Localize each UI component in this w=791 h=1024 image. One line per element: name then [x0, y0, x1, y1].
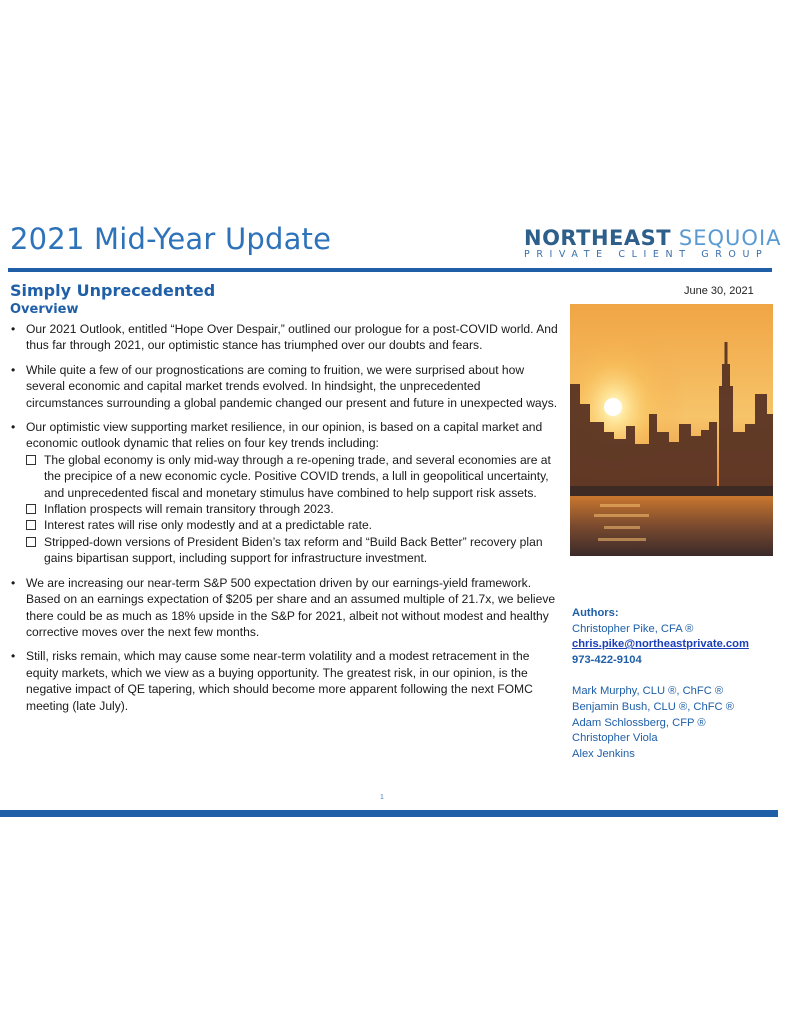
lead-author: Christopher Pike, CFA ®: [572, 622, 694, 635]
team-member: Benjamin Bush, CLU ®, ChFC ®: [572, 700, 734, 713]
author-phone: 973-422-9104: [572, 653, 642, 666]
bullet-item: [8, 575, 560, 641]
bullet-text: Still, risks remain, which may cause some near-term volatility and a modest retracement in the equity markets, which we view as a buying opportunity. The greatest risk, in our opinion, is the negative impact of QE tapering, which should become more apparent following the next FOMC meeting (late July).: [26, 649, 533, 713]
trend-list: [26, 452, 560, 567]
checkbox-icon: [26, 537, 36, 547]
bullet-dot-icon: •: [11, 420, 16, 435]
page-number: 1: [380, 794, 384, 801]
author-email-link[interactable]: chris.pike@northeastprivate.com: [572, 638, 749, 651]
authors-heading: Authors:: [572, 607, 619, 619]
bullet-text: We are increasing our near-term S&P 500 expectation driven by our earnings-yield framework. Based on an earnings expectation of $205 per share and an assumed multiple of 21.7x, we believe there could be as much as 18% upside in the S&P for 2021, albeit not without modest and healthy corrective moves over the next few months.: [26, 575, 556, 639]
bullet-dot-icon: •: [11, 649, 16, 664]
bullet-dot-icon: •: [11, 322, 16, 336]
bullet-text: Our optimistic view supporting market resilience, in our opinion, is based on a capital market and economic outlook dynamic that relies on four key trends including:: [26, 420, 543, 451]
logo-wordmark: [524, 226, 782, 250]
bullet-item: [8, 419, 560, 567]
bullet-item: [8, 362, 560, 411]
bullet-item: [8, 321, 560, 354]
trend-text: Interest rates will rise only modestly and at a predictable rate.: [44, 518, 373, 533]
team-member: Alex Jenkins: [572, 747, 635, 760]
trend-text: Inflation prospects will remain transitory through 2023.: [44, 502, 334, 517]
trend-text: Stripped-down versions of President Biden’s tax reform and “Build Back Better” recovery plan gains bipartisan support, including support for infrastructure investment.: [44, 534, 543, 566]
checkbox-icon: [26, 520, 36, 530]
bullet-item: [8, 648, 560, 714]
bullet-dot-icon: •: [11, 362, 16, 377]
bullet-dot-icon: •: [11, 575, 16, 590]
trend-item: [20, 534, 560, 567]
bullet-text: Our 2021 Outlook, entitled “Hope Over Despair,” outlined our prologue for a post-COVID world. And thus far through 2021, our optimistic stance has triumphed over our doubts and fears.: [26, 322, 558, 353]
checkbox-icon: [26, 504, 36, 514]
section-heading: Overview: [10, 302, 79, 317]
team-member: Adam Schlossberg, CFP ®: [572, 716, 706, 729]
checkbox-icon: [26, 455, 36, 465]
team-member: Christopher Viola: [572, 732, 658, 745]
bullet-text: While quite a few of our prognostications are coming to fruition, we were surprised about how several economic and capital market trends evolved. In hindsight, the unprecedented circumstances surrounding a global pandemic changed our present and future in unexpected ways.: [26, 362, 558, 410]
team-list: [572, 684, 787, 762]
document-title: 2021 Mid-Year Update: [10, 222, 332, 256]
authors-block: [572, 606, 787, 762]
header-divider: [8, 268, 772, 272]
trend-item: [20, 517, 560, 533]
footer-divider: [0, 810, 778, 817]
logo-tagline: PRIVATE CLIENT GROUP: [524, 249, 769, 260]
city-skyline-sunset-image: [570, 304, 773, 556]
logo-bold-text: NORTHEAST: [524, 226, 672, 250]
trend-text: The global economy is only mid-way through a re-opening trade, and several economies are at the precipice of a new economic cycle. Positive COVID trends, a lull in geopolitical uncertainty, and unprecedented fiscal and monetary stimulus have combined to help support risk assets.: [44, 452, 551, 500]
overview-bullet-list: [8, 321, 560, 722]
logo-thin-text: SEQUOIA: [678, 226, 782, 250]
trend-item: [20, 501, 560, 517]
company-logo: [524, 226, 782, 260]
report-subtitle: Simply Unprecedented: [10, 281, 216, 300]
trend-item: [20, 452, 560, 501]
report-date: June 30, 2021: [684, 285, 754, 297]
team-member: Mark Murphy, CLU ®, ChFC ®: [572, 685, 724, 698]
